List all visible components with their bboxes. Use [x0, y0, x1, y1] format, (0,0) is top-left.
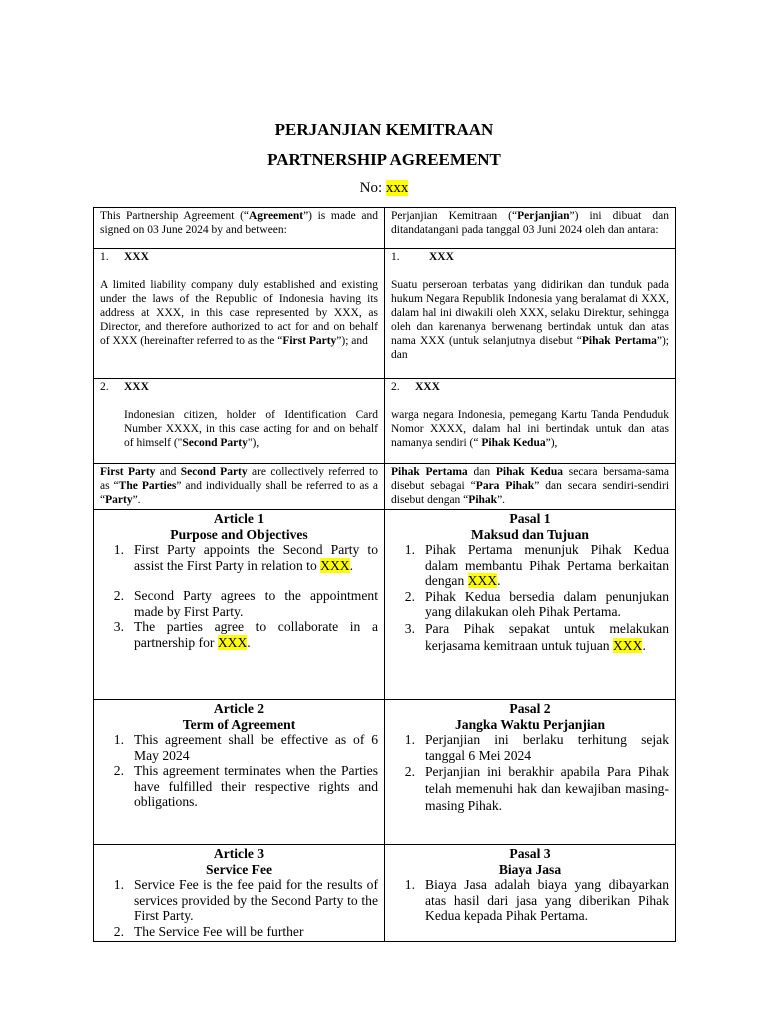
article2-en [94, 700, 385, 845]
pasal2-heading: Jangka Waktu Perjanjian [454, 716, 606, 732]
list-item: 2. Perjanjian ini berakhir apabila Para Pihak telah memenuhi hak dan kewajiban masing-masing Pihak. [404, 764, 669, 813]
list-item: 1. Service Fee is the fee paid for the results of services provided by the Second Party to the First Party. [113, 877, 378, 923]
article1-heading: Purpose and Objectives [170, 526, 308, 542]
article3-heading: Service Fee [205, 861, 273, 877]
number-label: No: [359, 180, 386, 196]
agreement-table [93, 207, 676, 942]
article1-en [94, 510, 385, 700]
list-item: 1. Perjanjian ini berlaku terhitung sejak tanggal 6 Mei 2024 [404, 732, 669, 763]
list-item: 1. First Party appoints the Second Party to assist the First Party in relation to XXX. [113, 542, 378, 573]
article3-id [385, 845, 676, 942]
party2-name: XXX [124, 381, 149, 393]
pasal3-label: Pasal 3 [509, 846, 551, 861]
article1-row [94, 510, 676, 700]
pasal2-label: Pasal 2 [509, 701, 551, 716]
article1-id [385, 510, 676, 700]
list-item: 3. The parties agree to collaborate in a partnership for XXX. [113, 619, 378, 650]
parties-id: Pihak Pertama dan Pihak Kedua secara bersama-sama disebut sebagai “Para Pihak” dan secara sendiri-sendiri disebut dengan “Pihak”. [385, 464, 676, 510]
party2-id: 2. XXX warga negara Indonesia, pemegang Kartu Tanda Penduduk Nomor XXXX, dalam hal ini bertindak untuk dan atas namanya sendiri (“ Pihak Kedua”), [385, 379, 676, 464]
parties-en: First Party and Second Party are collectively referred to as “The Parties” and individually shall be referred to as a “Party”. [94, 464, 385, 510]
agreement-number [0, 180, 768, 197]
title-english: PARTNERSHIP AGREEMENT [267, 150, 501, 169]
title-indonesian: PERJANJIAN KEMITRAAN [274, 120, 494, 139]
list-item: 2. This agreement terminates when the Parties have fulfilled their respective rights and obligations. [113, 763, 378, 809]
article1-label: Article 1 [213, 511, 265, 526]
party1-name-id: XXX [429, 251, 454, 263]
intro-id: Perjanjian Kemitraan (“Perjanjian”) ini dibuat dan ditandatangani pada tanggal 03 Juni 2024 oleh dan antara: [385, 208, 676, 249]
article3-label: Article 3 [213, 846, 265, 861]
article2-id [385, 700, 676, 845]
pasal1-heading: Maksud dan Tujuan [471, 526, 589, 542]
pasal1-label: Pasal 1 [509, 511, 551, 526]
party2-name-id: XXX [415, 381, 440, 393]
parties-row [94, 464, 676, 510]
party1-name: XXX [124, 251, 149, 263]
list-item: 2. The Service Fee will be further [113, 923, 304, 939]
list-item: 1. Biaya Jasa adalah biaya yang dibayarkan atas hasil dari jasa yang diberikan Pihak Kedua kepada Pihak Pertama. [404, 877, 669, 923]
list-item: 1. This agreement shall be effective as of 6 May 2024 [113, 732, 378, 763]
intro-en: This Partnership Agreement (“Agreement”) is made and signed on 03 June 2024 by and between: [94, 208, 385, 249]
party1-id: 1. XXX Suatu perseroan terbatas yang didirikan dan tunduk pada hukum Negara Republik Indonesia yang beralamat di XXX, dalam hal ini diwakili oleh XXX, selaku Direktur, sehingga oleh dan karenanya berwenang bertindak untuk dan atas nama XXX (untuk selanjutnya disebut “Pihak Pertama”); dan [385, 249, 676, 379]
list-item: 1. Pihak Pertama menunjuk Pihak Kedua dalam membantu Pihak Pertama berkaitan dengan XXX. [404, 542, 669, 588]
list-item: 2. Pihak Kedua bersedia dalam penunjukan yang dilakukan oleh Pihak Pertama. [404, 588, 669, 619]
article2-label: Article 2 [213, 701, 265, 716]
list-item: 2. Second Party agrees to the appointment made by First Party. [113, 588, 378, 619]
article3-en [94, 845, 385, 942]
article2-row [94, 700, 676, 845]
party1-en: 1. XXX A limited liability company duly established and existing under the laws of the Republic of Indonesia having its address at XXX, in this case represented by XXX, as Director, and therefore authorized to act for and on behalf of XXX (hereinafter referred to as the “First Party”); and [94, 249, 385, 379]
article2-heading: Term of Agreement [182, 716, 296, 732]
article3-row [94, 845, 676, 942]
party1-row [94, 249, 676, 379]
party2-en: 2. XXX Indonesian citizen, holder of Identification Card Number XXXX, in this case acting for and on behalf of himself ("Second Party"), [94, 379, 385, 464]
intro-row [94, 208, 676, 249]
number-value: xxx [385, 180, 409, 196]
pasal3-heading: Biaya Jasa [498, 861, 562, 877]
list-item: 3. Para Pihak sepakat untuk melakukan kerjasama kemitraan untuk tujuan XXX. [404, 620, 669, 653]
party2-row [94, 379, 676, 464]
